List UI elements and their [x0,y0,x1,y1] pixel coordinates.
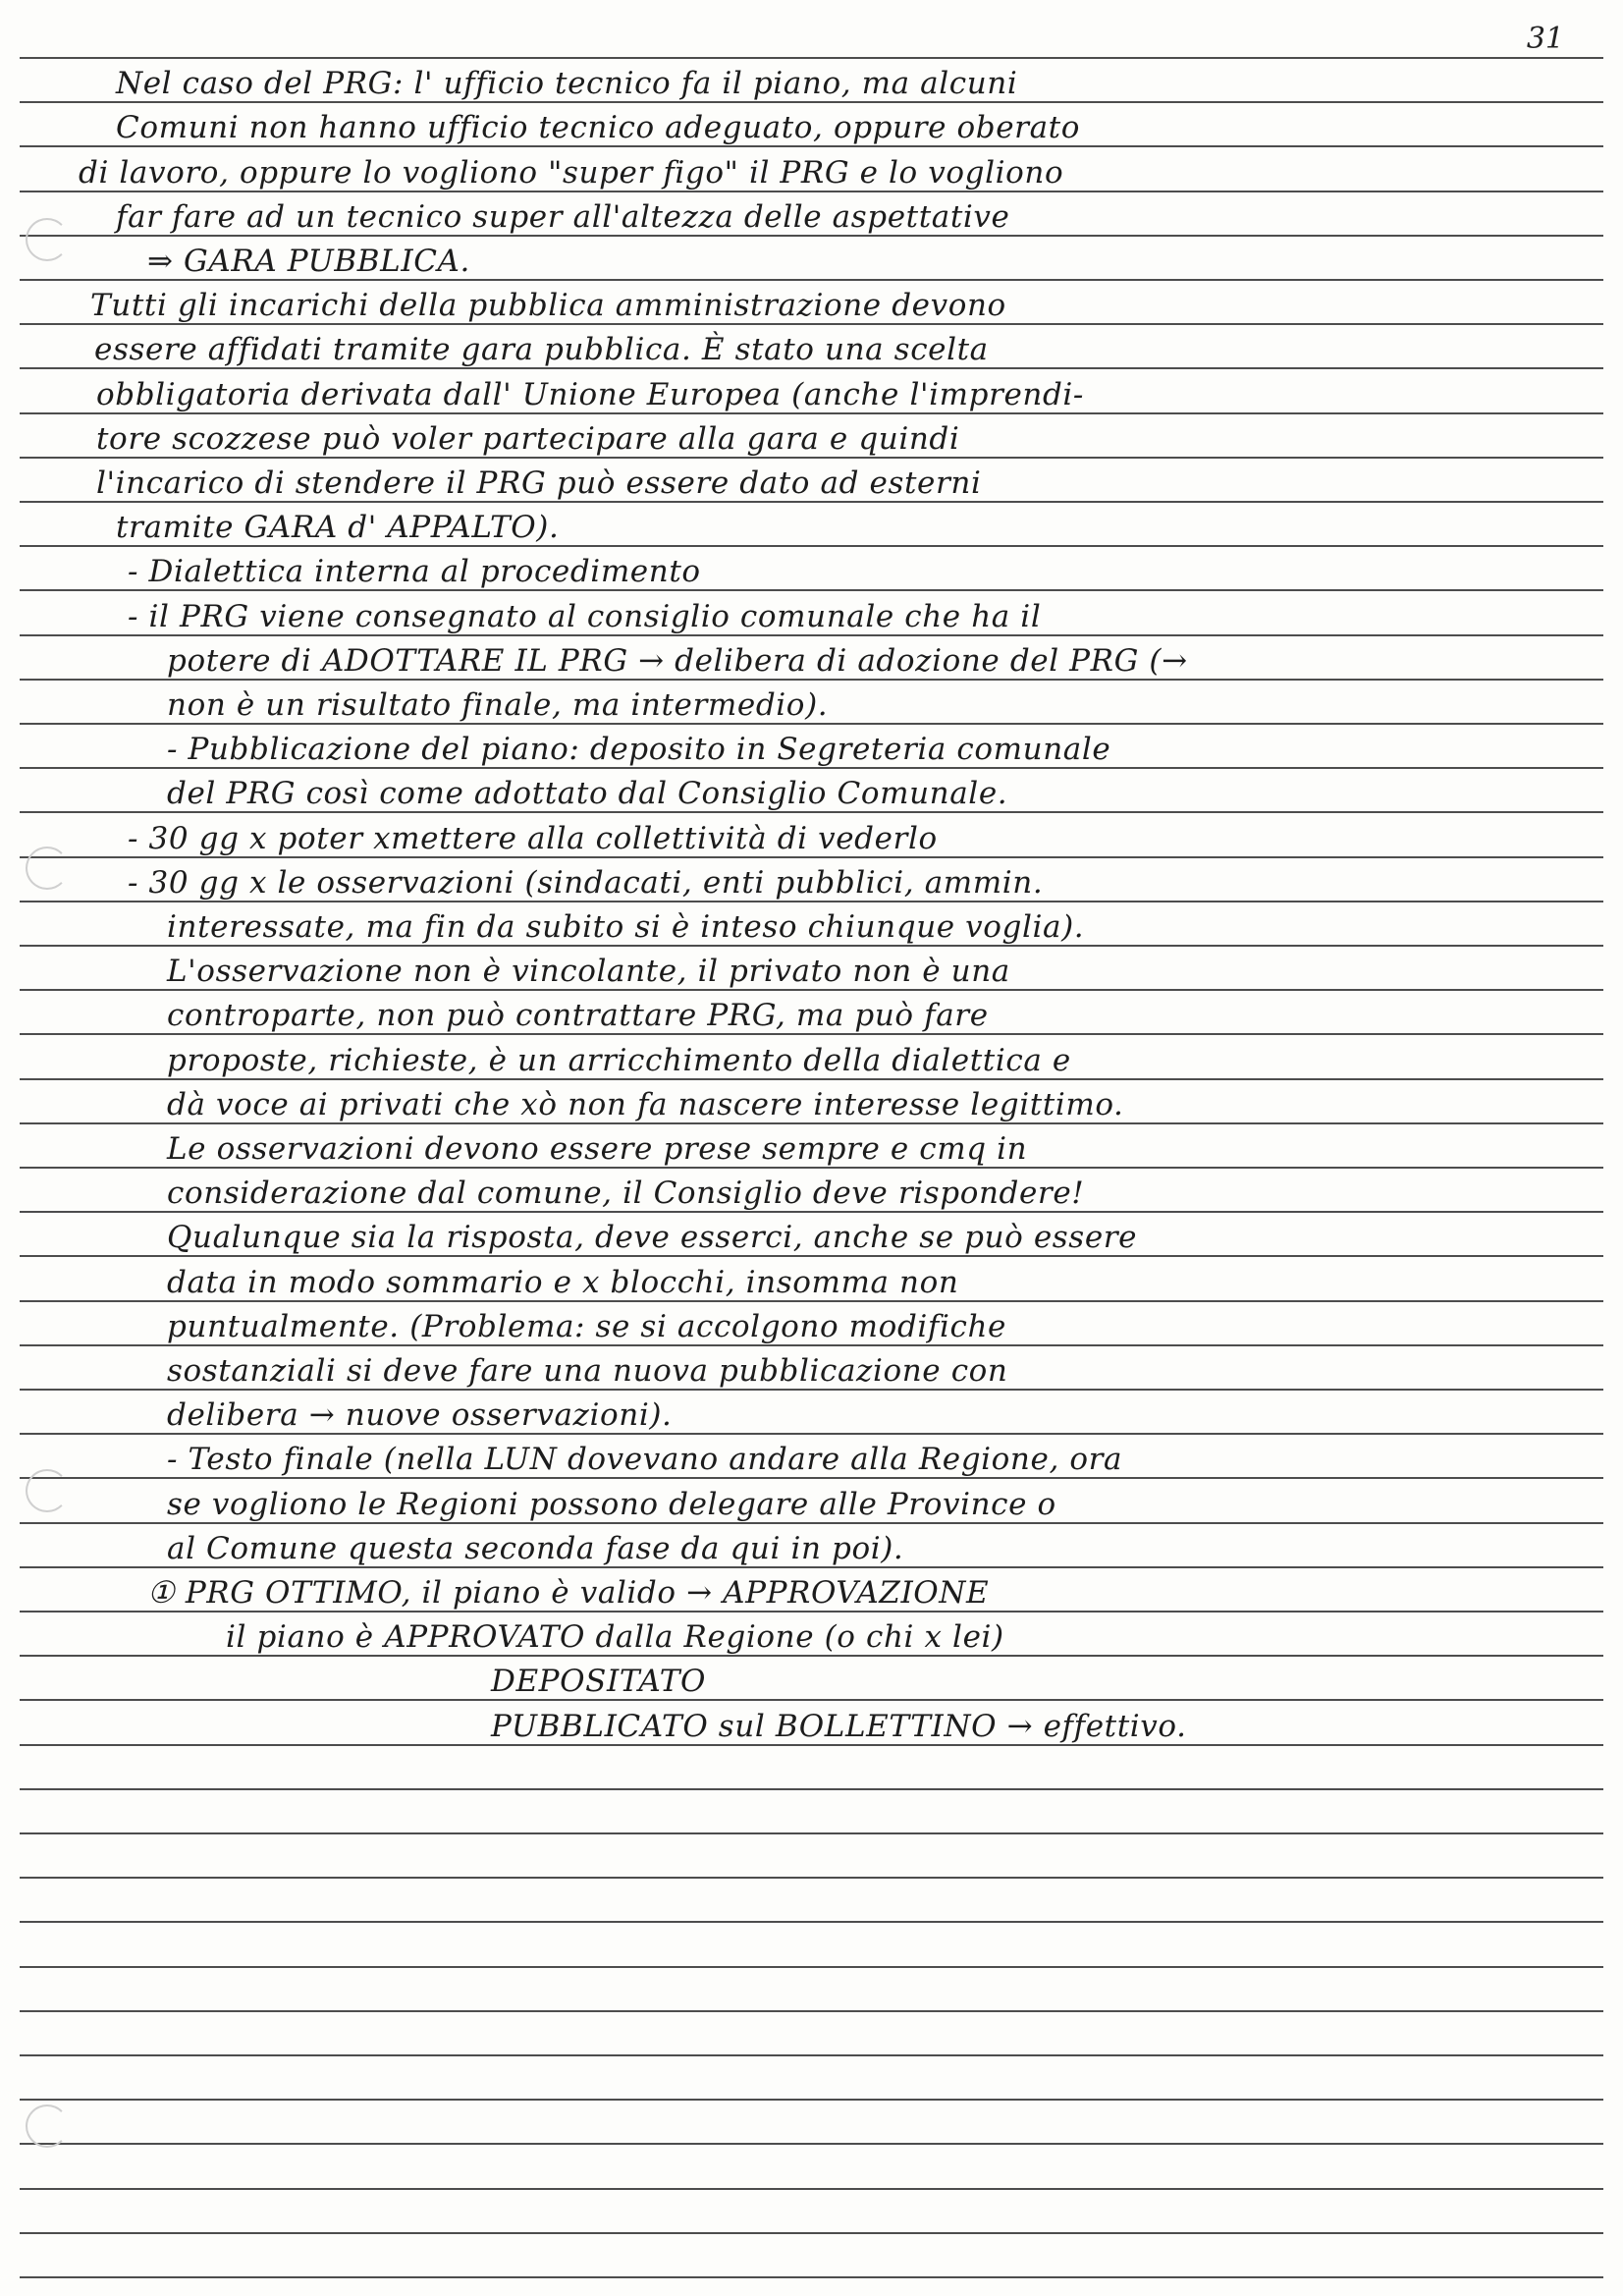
note-line: Qualunque sia la risposta, deve esserci, anche se può essere [167,1220,1138,1255]
ruled-line [20,2143,1603,2145]
ruled-line [20,1832,1603,1834]
note-line: ⇒ GARA PUBBLICA. [147,244,470,279]
binder-hole [26,2105,69,2148]
note-line: - Testo finale (nella LUN dovevano andare alla Regione, ora [167,1442,1123,1477]
ruled-line [20,1877,1603,1879]
note-line: - 30 gg x le osservazioni (sindacati, enti pubblici, ammin. [128,865,1044,901]
ruled-line [20,2010,1603,2012]
ruled-line [20,1788,1603,1790]
ruled-line [20,2232,1603,2234]
ruled-line [20,1921,1603,1923]
ruled-line [20,2054,1603,2056]
note-line: - Pubblicazione del piano: deposito in Segreteria comunale [167,732,1111,767]
note-line: proposte, richieste, è un arricchimento della dialettica e [167,1043,1071,1078]
note-line: - Dialettica interna al procedimento [128,554,701,589]
note-line: ① PRG OTTIMO, il piano è valido → APPROVAZIONE [147,1575,990,1611]
ruled-line [20,1966,1603,1968]
ruled-line [20,2276,1603,2278]
note-line: Tutti gli incarichi della pubblica amministrazione devono [90,288,1006,323]
note-line: potere di ADOTTARE IL PRG → delibera di adozione del PRG (→ [167,643,1188,679]
page-number: 31 [1526,22,1564,56]
note-line: puntualmente. (Problema: se si accolgono modifiche [167,1309,1006,1344]
binder-hole [26,218,69,261]
note-line: del PRG così come adottato dal Consiglio Comunale. [167,776,1008,811]
note-line: Comuni non hanno ufficio tecnico adeguato, oppure oberato [116,110,1080,145]
note-line: - il PRG viene consegnato al consiglio comunale che ha il [128,599,1042,634]
note-line: di lavoro, oppure lo vogliono "super figo" il PRG e lo vogliono [79,155,1064,191]
note-line: obbligatoria derivata dall' Unione Europea (anche l'imprendi- [96,377,1085,412]
note-line: L'osservazione non è vincolante, il privato non è una [167,954,1010,989]
note-line: dà voce ai privati che xò non fa nascere interesse legittimo. [167,1087,1124,1122]
note-line: - 30 gg x poter xmettere alla collettività di vederlo [128,821,938,856]
note-line: DEPOSITATO [491,1664,707,1699]
note-line: tramite GARA d' APPALTO). [116,510,560,545]
note-line: PUBBLICATO sul BOLLETTINO → effettivo. [491,1709,1187,1744]
note-line: Nel caso del PRG: l' ufficio tecnico fa il piano, ma alcuni [116,66,1018,101]
note-line: al Comune questa seconda fase da qui in poi). [167,1531,904,1566]
note-line: se vogliono le Regioni possono delegare alle Province o [167,1487,1056,1522]
note-line: l'incarico di stendere il PRG può essere dato ad esterni [96,465,982,501]
note-line: far fare ad un tecnico super all'altezza delle aspettative [116,199,1010,235]
ruled-line [20,2188,1603,2190]
note-line: Le osservazioni devono essere prese sempre e cmq in [167,1131,1028,1167]
binder-hole [26,847,69,890]
note-line: controparte, non può contrattare PRG, ma può fare [167,998,989,1033]
note-line: data in modo sommario e x blocchi, insomma non [167,1265,959,1300]
note-line: essere affidati tramite gara pubblica. È stato una scelta [94,332,989,367]
note-line: interessate, ma fin da subito si è inteso chiunque voglia). [167,909,1085,945]
ruled-line [20,57,1603,59]
ruled-line [20,1699,1603,1701]
note-line: non è un risultato finale, ma intermedio). [167,687,829,723]
binder-hole [26,1469,69,1512]
note-line: sostanziali si deve fare una nuova pubblicazione con [167,1353,1008,1389]
ruled-line [20,2099,1603,2101]
note-line: delibera → nuove osservazioni). [167,1397,673,1433]
note-line: il piano è APPROVATO dalla Regione (o chi x lei) [226,1619,1004,1655]
note-line: considerazione dal comune, il Consiglio deve rispondere! [167,1175,1085,1211]
note-line: tore scozzese può voler partecipare alla gara e quindi [96,421,960,457]
